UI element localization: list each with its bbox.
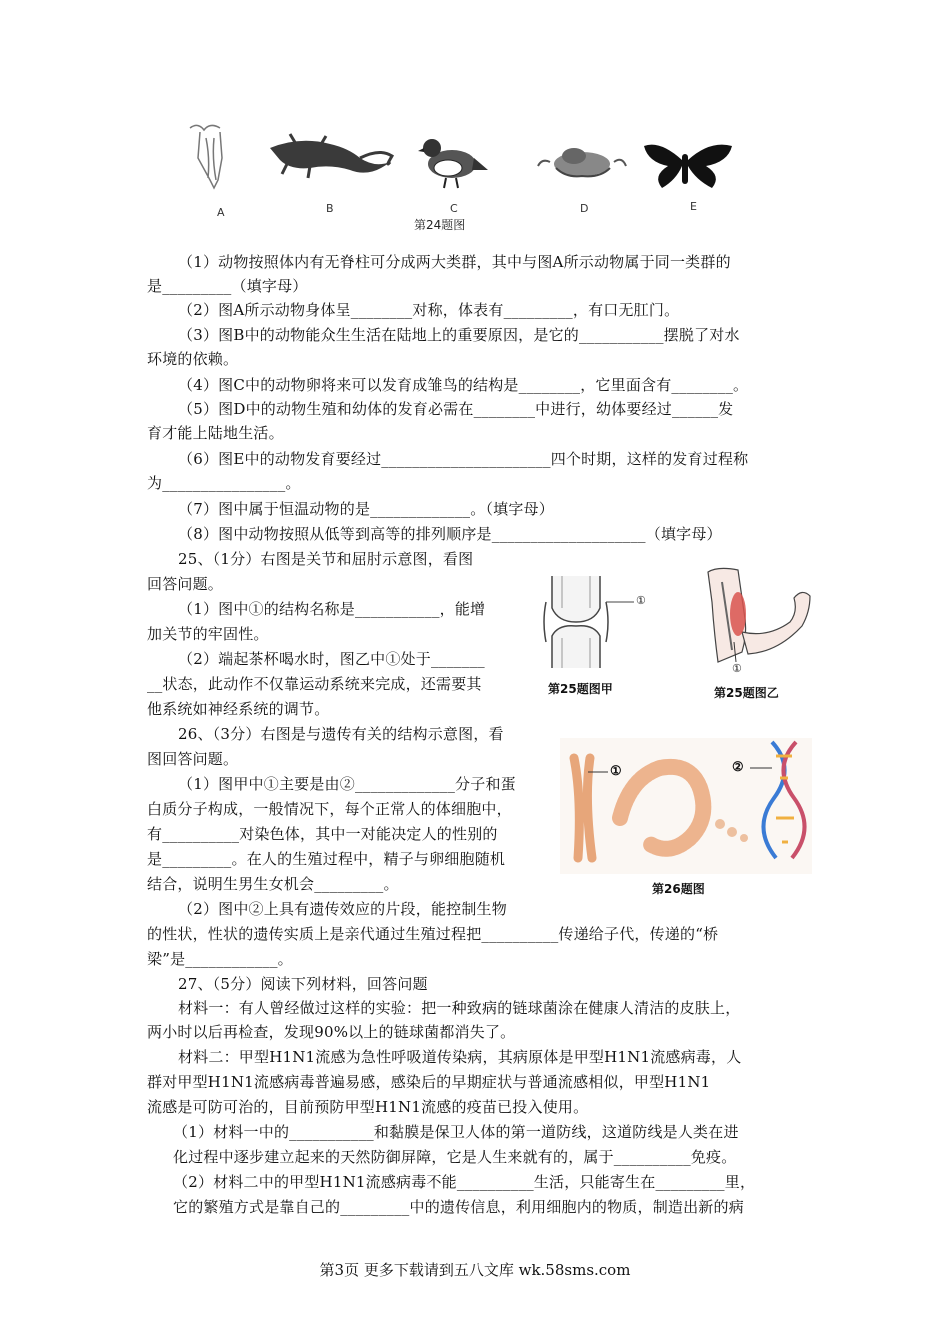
arm-diagram bbox=[698, 562, 818, 682]
chromosome-dna-diagram bbox=[560, 738, 812, 874]
q25-line-3: （1）图中①的结构名称是___________，能增 bbox=[178, 600, 486, 618]
q26-line-1: 26、（3分）右图是与遗传有关的结构示意图，看 bbox=[178, 725, 504, 743]
figure-25b-caption: 第25题图乙 bbox=[714, 686, 779, 700]
figure-26-caption: 第26题图 bbox=[652, 882, 705, 896]
animal-d-image bbox=[538, 148, 626, 176]
figure-26-marker-2: ② bbox=[732, 760, 744, 775]
q24-line-6b: 为________________。 bbox=[147, 474, 301, 492]
q26-line-3: （1）图甲中①主要是由②_____________分子和蛋 bbox=[178, 775, 516, 793]
q26-line-2: 图回答问题。 bbox=[147, 750, 239, 768]
q27-line-10: 它的繁殖方式是靠自己的_________中的遗传信息，利用细胞内的物质，制造出新的病 bbox=[173, 1198, 744, 1216]
q24-line-1b: 是_________（填字母） bbox=[147, 277, 308, 295]
figure-25b-marker: ① bbox=[732, 662, 742, 675]
figure-26-marker-1: ① bbox=[610, 764, 622, 779]
q27-line-5: 群对甲型H1N1流感病毒普遍易感，感染后的早期症状与普通流感相似，甲型H1N1 bbox=[147, 1073, 711, 1091]
q27-line-1: 27、（5分）阅读下列材料，回答问题 bbox=[178, 975, 428, 993]
page-footer: 第3页 更多下载请到五八文库 wk.58sms.com bbox=[319, 1261, 631, 1279]
q26-line-6: 是_________。在人的生殖过程中，精子与卵细胞随机 bbox=[147, 850, 506, 868]
figure-24-label-e: E bbox=[690, 200, 697, 213]
q24-line-2: （2）图A所示动物身体呈________对称，体表有_________，有口无肛门。 bbox=[178, 301, 680, 319]
figure-24-drawings bbox=[170, 118, 770, 236]
q25-line-5: （2）端起茶杯喝水时，图乙中①处于_______ bbox=[178, 650, 485, 668]
q26-line-5: 有__________对染色体，其中一对能决定人的性别的 bbox=[147, 825, 498, 843]
q27-line-2: 材料一：有人曾经做过这样的实验：把一种致病的链球菌涂在健康人清洁的皮肤上， bbox=[178, 999, 741, 1017]
q25-line-1: 25、（1分）右图是关节和屈肘示意图，看图 bbox=[178, 550, 474, 568]
q25-line-6: __状态，此动作不仅靠运动系统来完成，还需要其 bbox=[147, 675, 482, 693]
figure-24-label-d: D bbox=[580, 202, 589, 215]
figure-24-label-b: B bbox=[326, 202, 334, 215]
animal-e-image bbox=[644, 145, 732, 188]
q24-line-3a: （3）图B中的动物能众生生活在陆地上的重要原因，是它的___________摆脱了对水 bbox=[178, 326, 740, 344]
figure-25a bbox=[538, 572, 658, 672]
q25-line-4: 加关节的牢固性。 bbox=[147, 625, 269, 643]
animal-a-image bbox=[190, 125, 222, 188]
q24-line-4: （4）图C中的动物卵将来可以发育成雏鸟的结构是________，它里面含有________。 bbox=[178, 376, 749, 394]
q27-line-3: 两小时以后再检查，发现90%以上的链球菌都消失了。 bbox=[147, 1023, 516, 1041]
q26-line-8: （2）图中②上具有遗传效应的片段，能控制生物 bbox=[178, 900, 507, 918]
q24-line-5a: （5）图D中的动物生殖和幼体的发育必需在________中进行，幼体要经过______发 bbox=[178, 400, 734, 418]
animal-b-image bbox=[270, 134, 392, 178]
q26-line-10: 梁”是____________。 bbox=[147, 950, 293, 968]
figure-24-label-a: A bbox=[217, 206, 225, 219]
q24-line-3b: 环境的依赖。 bbox=[147, 350, 239, 368]
q26-line-4: 白质分子构成，一般情况下，每个正常人的体细胞中， bbox=[147, 800, 512, 818]
figure-25a-caption: 第25题图甲 bbox=[548, 682, 613, 696]
q25-line-7: 他系统如神经系统的调节。 bbox=[147, 700, 330, 718]
q24-line-7: （7）图中属于恒温动物的是_____________。（填字母） bbox=[178, 500, 554, 518]
figure-24-caption: 第24题图 bbox=[414, 218, 466, 232]
q24-line-1a: （1）动物按照体内有无脊柱可分成两大类群，其中与图A所示动物属于同一类群的 bbox=[178, 253, 731, 271]
q25-line-2: 回答问题。 bbox=[147, 575, 224, 593]
q24-line-8: （8）图中动物按照从低等到高等的排列顺序是____________________（填字母） bbox=[178, 525, 722, 543]
joint-diagram bbox=[538, 572, 658, 672]
figure-25a-marker: ① bbox=[636, 594, 646, 607]
q26-line-7: 结合，说明生男生女机会_________。 bbox=[147, 875, 399, 893]
q27-line-8: 化过程中逐步建立起来的天然防御屏障，它是人生来就有的，属于__________免疫。 bbox=[173, 1148, 737, 1166]
figure-26 bbox=[560, 738, 812, 874]
q27-line-7: （1）材料一中的___________和黏膜是保卫人体的第一道防线，这道防线是人类在进 bbox=[173, 1123, 739, 1141]
q27-line-4: 材料二：甲型H1N1流感为急性呼吸道传染病，其病原体是甲型H1N1流感病毒，人 bbox=[178, 1048, 742, 1066]
q26-line-9: 的性状，性状的遗传实质上是亲代通过生殖过程把__________传递给子代，传递的“桥 bbox=[147, 925, 719, 943]
q27-line-9: （2）材料二中的甲型H1N1流感病毒不能__________生活，只能寄生在_________里， bbox=[173, 1173, 756, 1191]
figure-24-label-c: C bbox=[450, 202, 458, 215]
figure-24 bbox=[170, 118, 770, 236]
q27-line-6: 流感是可防可治的，目前预防甲型H1N1流感的疫苗已投入使用。 bbox=[147, 1098, 589, 1116]
q24-line-5b: 育才能上陆地生活。 bbox=[147, 424, 284, 442]
q24-line-6a: （6）图E中的动物发育要经过______________________四个时期，这样的发育过程称 bbox=[178, 450, 749, 468]
figure-25b bbox=[698, 562, 818, 682]
animal-c-image bbox=[418, 139, 488, 188]
